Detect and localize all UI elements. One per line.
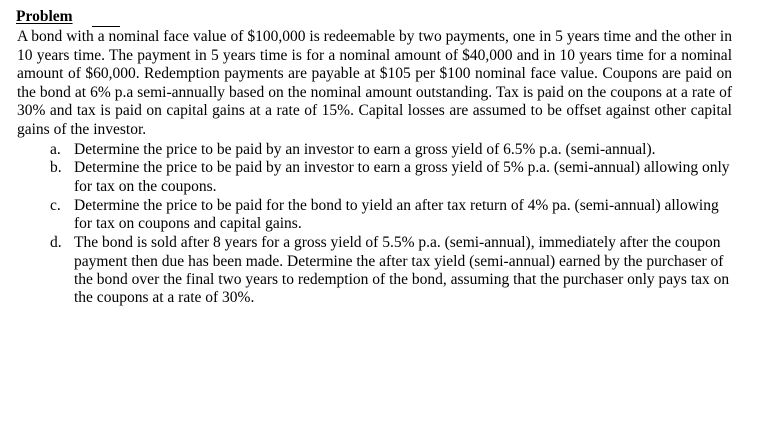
question-item-d (50, 234, 732, 308)
problem-heading: Problem (16, 8, 73, 25)
heading-underline (92, 26, 120, 27)
question-item-c (50, 197, 732, 234)
question-text: The bond is sold after 8 years for a gross yield of 5.5% p.a. (semi-annual), immediately after the coupon payment then due has been made. Determine the after tax yield (semi-annual) earned by the purchaser of the bond over the final two years to redemption of the bond, assuming that the purchaser only pays tax on the coupons at a rate of 30%. (74, 234, 730, 307)
question-item-a (50, 141, 732, 159)
question-text: Determine the price to be paid by an investor to earn a gross yield of 5% p.a. (semi-annual) allowing only for tax on the coupons. (74, 159, 730, 195)
question-marker: c. (50, 196, 61, 214)
question-item-b (50, 159, 732, 196)
heading-row (16, 6, 732, 28)
question-text: Determine the price to be paid by an investor to earn a gross yield of 6.5% p.a. (semi-annual). (74, 140, 656, 158)
question-marker: b. (50, 159, 62, 177)
question-marker: d. (50, 234, 62, 252)
question-text: Determine the price to be paid for the bond to yield an after tax return of 4% pa. (semi-annual) allowing for tax on coupons and capital gains. (74, 196, 719, 233)
problem-document (16, 6, 732, 308)
question-marker: a. (50, 140, 61, 158)
question-list (50, 141, 732, 308)
problem-statement: A bond with a nominal face value of $100,000 is redeemable by two payments, one in 5 years time and the other in 10 years time. The payment in 5 years time is for a nominal amount of $40,000 and in 10 years time for a nominal amount of $60,000. Redemption payments are payable at $105 per $100 nominal face value. Coupons are paid on the bond at 6% p.a semi-annually based on the nominal amount outstanding. Tax is paid on the coupons at a rate of 30% and tax is paid on capital gains at a rate of 15%. Capital losses are assumed to be offset against other capital gains of the investor. (17, 28, 732, 138)
